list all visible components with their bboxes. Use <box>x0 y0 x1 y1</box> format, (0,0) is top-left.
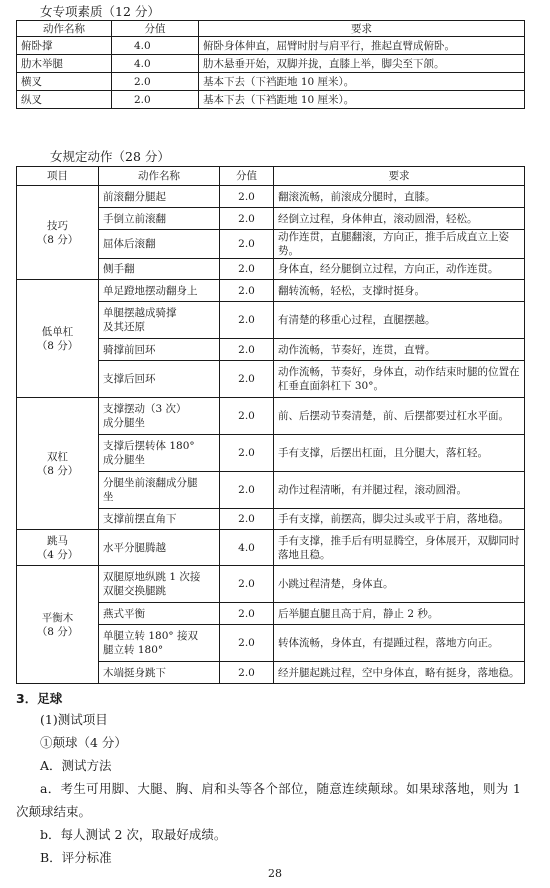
action-name-cell: 燕式平衡 <box>99 603 220 625</box>
action-name-cell: 单腿摆越成骑撑 及其还原 <box>99 302 220 339</box>
requirement-cell: 基本下去（下裆距地 10 厘米）。 <box>199 73 525 91</box>
test-method-label: A．测试方法 <box>40 758 112 773</box>
requirement-cell: 经倒立过程，身体伸直，滚动圆滑，轻松。 <box>274 208 525 230</box>
action-name-cell: 横叉 <box>17 73 112 91</box>
table-row <box>17 186 525 208</box>
action-name-cell: 单足蹬地摆动翻身上 <box>99 280 220 302</box>
event-group-cell: 平衡木 （8 分） <box>17 566 99 684</box>
event-group-cell: 低单杠 （8 分） <box>17 280 99 398</box>
score-cell: 2.0 <box>112 73 199 91</box>
header-score: 分值 <box>220 167 274 186</box>
table-row <box>17 91 525 109</box>
rule-a-line1: a．考生可用脚、大腿、胸、肩和头等各个部位，随意连续颠球。如果球落地，则为 1 <box>40 781 522 796</box>
juggling-label: ①颠球（4 分） <box>40 735 127 750</box>
action-name-cell: 支撑后摆转体 180° 成分腿坐 <box>99 435 220 472</box>
action-name-cell: 侧手翻 <box>99 259 220 280</box>
score-cell: 2.0 <box>220 435 274 472</box>
score-cell: 2.0 <box>220 398 274 435</box>
action-name-cell: 木端挺身跳下 <box>99 662 220 684</box>
action-name-cell: 支撑前摆直角下 <box>99 509 220 530</box>
score-cell: 2.0 <box>220 625 274 662</box>
score-cell: 2.0 <box>220 186 274 208</box>
requirement-cell: 手有支撑，后摆出杠面，且分腿大，落杠轻。 <box>274 435 525 472</box>
compulsory-body <box>17 186 525 684</box>
score-cell: 2.0 <box>220 339 274 361</box>
score-cell: 2.0 <box>220 302 274 339</box>
score-cell: 2.0 <box>220 566 274 603</box>
event-group-cell: 双杠 （8 分） <box>17 398 99 530</box>
score-cell: 2.0 <box>220 208 274 230</box>
table-row <box>17 73 525 91</box>
action-name-cell: 分腿坐前滚翻成分腿 坐 <box>99 472 220 509</box>
section-title-compulsory: 女规定动作（28 分） <box>50 149 170 164</box>
requirement-cell: 转体流畅，身体直，有提踵过程，落地方向正。 <box>274 625 525 662</box>
requirement-cell: 动作过程清晰，有并腿过程，滚动圆滑。 <box>274 472 525 509</box>
score-cell: 4.0 <box>112 55 199 73</box>
score-cell: 2.0 <box>220 230 274 259</box>
header-action-name: 动作名称 <box>99 167 220 186</box>
requirement-cell: 前、后摆动节奏清楚，前、后摆都要过杠水平面。 <box>274 398 525 435</box>
score-cell: 4.0 <box>112 37 199 55</box>
header-requirement: 要求 <box>199 21 525 37</box>
requirement-cell: 小跳过程清楚，身体直。 <box>274 566 525 603</box>
rule-b: b．每人测试 2 次，取最好成绩。 <box>40 827 227 842</box>
test-items-label: (1)测试项目 <box>40 712 108 727</box>
requirement-cell: 有清楚的移重心过程，直腿摆越。 <box>274 302 525 339</box>
compulsory-table <box>16 166 525 684</box>
requirement-cell: 手有支撑，推手后有明显腾空，身体展开，双脚同时 落地且稳。 <box>274 530 525 566</box>
action-name-cell: 屈体后滚翻 <box>99 230 220 259</box>
table-row <box>17 55 525 73</box>
header-action-name: 动作名称 <box>17 21 112 37</box>
table-row <box>17 398 525 435</box>
table-row <box>17 530 525 566</box>
action-name-cell: 水平分腿腾越 <box>99 530 220 566</box>
requirement-cell: 翻滚流畅，前滚成分腿时，直膝。 <box>274 186 525 208</box>
requirement-cell: 经并腿起跳过程，空中身体直，略有挺身，落地稳。 <box>274 662 525 684</box>
score-cell: 2.0 <box>220 509 274 530</box>
requirement-cell: 俯卧身体伸直，屈臂时肘与肩平行，推起直臂成俯卧。 <box>199 37 525 55</box>
page-number: 28 <box>268 867 282 880</box>
action-name-cell: 肋木举腿 <box>17 55 112 73</box>
requirement-cell: 手有支撑，前摆高，脚尖过头或平于肩，落地稳。 <box>274 509 525 530</box>
table-row <box>17 566 525 603</box>
requirement-cell: 动作连贯，直腿翻滚，方向正，推手后成直立上姿势。 <box>274 230 525 259</box>
special-quality-body <box>17 37 525 109</box>
header-score: 分值 <box>112 21 199 37</box>
requirement-cell: 肋木悬垂开始，双脚并拢，直膝上举，脚尖至下颌。 <box>199 55 525 73</box>
section-heading-football: 3．足球 <box>16 691 63 706</box>
score-cell: 2.0 <box>220 662 274 684</box>
action-name-cell: 手倒立前滚翻 <box>99 208 220 230</box>
score-cell: 2.0 <box>112 91 199 109</box>
score-cell: 2.0 <box>220 280 274 302</box>
rule-a-line2: 次颠球结束。 <box>16 804 92 819</box>
special-quality-table <box>16 20 525 109</box>
table-row <box>17 280 525 302</box>
scoring-standard-label: B．评分标准 <box>40 850 112 865</box>
event-group-cell: 跳马 （4 分） <box>17 530 99 566</box>
action-name-cell: 前滚翻分腿起 <box>99 186 220 208</box>
requirement-cell: 翻转流畅，轻松，支撑时挺身。 <box>274 280 525 302</box>
score-cell: 2.0 <box>220 361 274 398</box>
section-title-special-quality: 女专项素质（12 分） <box>40 4 160 19</box>
table-row <box>17 37 525 55</box>
requirement-cell: 后举腿直腿且高于肩，静止 2 秒。 <box>274 603 525 625</box>
action-name-cell: 骑撑前回环 <box>99 339 220 361</box>
action-name-cell: 支撑后回环 <box>99 361 220 398</box>
action-name-cell: 单腿立转 180° 接双 腿立转 180° <box>99 625 220 662</box>
score-cell: 2.0 <box>220 472 274 509</box>
header-requirement: 要求 <box>274 167 525 186</box>
action-name-cell: 双腿原地纵跳 1 次接 双腿交换腿跳 <box>99 566 220 603</box>
requirement-cell: 动作流畅，节奏好，连贯，直臂。 <box>274 339 525 361</box>
action-name-cell: 纵叉 <box>17 91 112 109</box>
requirement-cell: 身体直，经分腿倒立过程，方向正，动作连贯。 <box>274 259 525 280</box>
action-name-cell: 支撑摆动（3 次） 成分腿坐 <box>99 398 220 435</box>
score-cell: 2.0 <box>220 603 274 625</box>
header-event: 项目 <box>17 167 99 186</box>
requirement-cell: 基本下去（下裆距地 10 厘米）。 <box>199 91 525 109</box>
event-group-cell: 技巧 （8 分） <box>17 186 99 280</box>
requirement-cell: 动作流畅，节奏好，身体直，动作结束时腿的位置在 杠垂直面斜杠下 30°。 <box>274 361 525 398</box>
score-cell: 4.0 <box>220 530 274 566</box>
score-cell: 2.0 <box>220 259 274 280</box>
action-name-cell: 俯卧撑 <box>17 37 112 55</box>
